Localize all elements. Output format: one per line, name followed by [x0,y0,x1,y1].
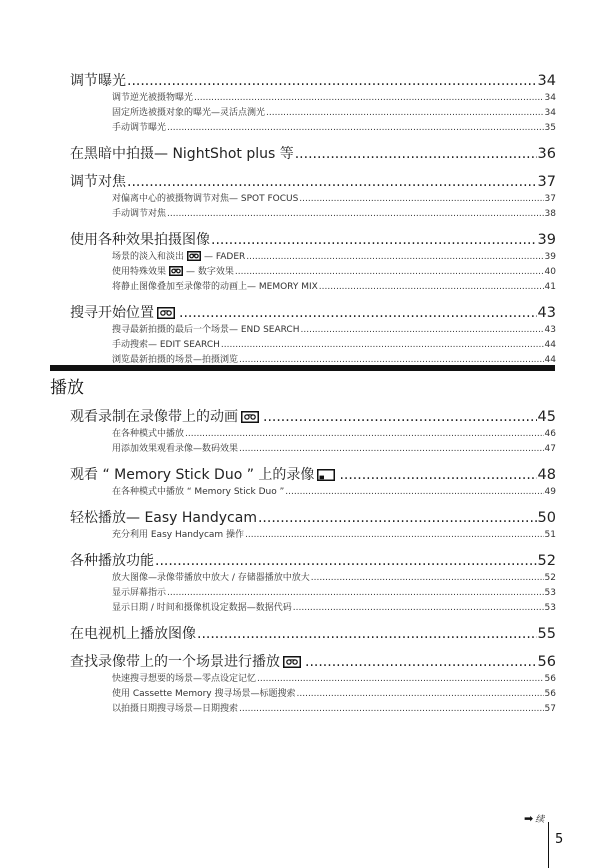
page-ref: 37 [544,194,556,204]
toc-entry [70,623,556,641]
page-ref: 55 [537,626,556,642]
page-ref: 43 [537,305,556,321]
entry-text: 各种播放功能 [70,553,154,569]
toc-subentry-title [112,686,296,699]
entry-text: 快速搜寻想要的场景—零点设定记忆 [112,674,257,684]
entry-text: 查找录像带上的一个场景进行播放 [70,654,280,670]
toc-subentry-title [112,671,256,684]
arrow-right-icon: ➡ [524,812,534,825]
entry-text: 搜寻最新拍摄的最后一个场景— END SEARCH [112,325,300,335]
page-ref: 49 [544,487,556,497]
toc-subentry-title [112,585,166,598]
dot-leader [258,510,537,526]
toc-subentry-title [112,191,298,204]
toc-subentry [112,484,556,497]
toc-subentry-title [112,701,238,714]
entry-text: 以拍摄日期搜寻场景—日期搜索 [112,704,239,714]
dot-leader [246,252,543,262]
tape-icon [169,266,183,276]
dot-leader [285,487,543,497]
toc-entry-title [70,507,257,527]
page-ref: 45 [537,409,556,425]
toc-subentry [112,585,556,598]
entry-text: 观看录制在录像带上的动画 [70,409,238,425]
toc-entry [70,507,556,525]
toc-subentry-title [112,249,245,262]
toc-subentry-title [112,426,184,439]
dot-leader [297,689,544,699]
entry-text-suffix: — 数字效果 [186,267,234,277]
toc-subentry [112,279,556,292]
toc-subentry [112,701,556,714]
page-ref: 48 [537,467,556,483]
toc-subentry [112,120,556,133]
dot-leader [239,704,544,714]
dot-leader [299,194,543,204]
entry-text: 手动搜索— EDIT SEARCH [112,340,220,350]
dot-leader [319,282,544,292]
dot-leader [155,553,537,569]
toc-entry-title [70,302,178,322]
page-ref: 56 [544,689,556,699]
toc-subentry-title [112,352,238,365]
page-ref: 34 [544,93,556,103]
section-title-playback: 播放 [50,378,84,398]
toc-entry [70,143,556,161]
page-ref: 52 [544,573,556,583]
dot-leader [311,573,544,583]
memory-stick-icon [317,469,335,481]
entry-text: 调节对焦 [70,174,126,190]
page-ref: 44 [544,355,556,365]
entry-text: 手动调节对焦 [112,209,167,219]
toc-subentry [112,90,556,103]
page-ref: 39 [537,232,556,248]
toc-subentry [112,671,556,684]
toc-subentry-title [112,570,310,583]
dot-leader [221,340,544,350]
entry-text: 轻松播放— Easy Handycam [70,510,257,526]
toc-subentry-title [112,441,238,454]
page-ref: 53 [544,588,556,598]
toc-entry-title [70,550,154,570]
page-ref: 44 [544,340,556,350]
entry-text: 浏览最新拍摄的场景—拍摄浏览 [112,355,239,365]
page-ref: 43 [544,325,556,335]
page-ref: 41 [544,282,556,292]
entry-text: 手动调节曝光 [112,123,167,133]
entry-text: 在黑暗中拍摄— NightShot plus 等 [70,146,294,162]
dot-leader [167,588,544,598]
toc-entry [70,406,556,424]
entry-text: 将静止图像叠加至录像带的动画上— MEMORY MIX [112,282,318,292]
toc-entry-title [70,143,294,163]
toc-entry [70,70,556,88]
dot-leader [197,626,537,642]
toc-subentry-title [112,120,166,133]
entry-text: 使用特殊效果 [112,267,167,277]
toc-subentry [112,337,556,350]
tape-icon [157,307,175,319]
dot-leader [127,73,537,89]
entry-text: 放大图像—录像带播放中放大 / 存储器播放中放大 [112,573,310,583]
toc-subentry-title [112,206,166,219]
dot-leader [305,654,537,670]
tape-icon [187,251,201,261]
toc-subentry [112,441,556,454]
toc-subentry [112,570,556,583]
dot-leader [239,444,544,454]
page-ref: 47 [544,444,556,454]
entry-text: 观看 “ Memory Stick Duo ” 上的录像 [70,467,315,483]
toc-subentry [112,322,556,335]
dot-leader [295,146,537,162]
page-ref: 50 [537,510,556,526]
page-ref: 52 [537,553,556,569]
toc-subentry [112,352,556,365]
page-ref: 57 [544,704,556,714]
toc-entry-title [70,623,196,643]
toc-entry [70,302,556,320]
dot-leader [179,305,537,321]
toc-entry [70,550,556,568]
page-number: 5 [555,832,564,847]
entry-text: 对偏离中心的被摄物调节对焦— SPOT FOCUS [112,194,299,204]
entry-text: 搜寻开始位置 [70,305,154,321]
page-number-rule [548,822,549,868]
dot-leader [301,325,544,335]
entry-text: 在各种模式中播放 [112,429,185,439]
page-ref: 51 [544,530,556,540]
toc-entry [70,464,556,482]
toc-entry-title [70,171,126,191]
page-ref: 56 [544,674,556,684]
toc-entry [70,229,556,247]
toc-subentry-title [112,264,234,277]
entry-text: 使用 Cassette Memory 搜寻场景—标题搜索 [112,689,296,699]
continued-label: 续 [535,815,545,825]
dot-leader [339,467,536,483]
toc-subentry [112,105,556,118]
toc-subentry [112,191,556,204]
entry-text: 充分利用 Easy Handycam 操作 [112,530,245,540]
toc-entry [70,651,556,669]
toc-subentry [112,527,556,540]
toc-subentry [112,206,556,219]
page-ref: 56 [537,654,556,670]
toc-entry-title [70,464,338,484]
page-ref: 34 [544,108,556,118]
tape-icon [283,656,301,668]
entry-text: 调节曝光 [70,73,126,89]
dot-leader [266,108,544,118]
entry-text: 调节逆光被摄物曝光 [112,93,194,103]
toc-subentry-title [112,322,300,335]
page-ref: 37 [537,174,556,190]
dot-leader [127,174,537,190]
entry-text: 显示日期 / 时间和摄像机设定数据—数据代码 [112,603,292,613]
section-divider-bar [50,365,555,371]
entry-text-suffix: — FADER [204,252,246,262]
entry-text: 在电视机上播放图像 [70,626,196,642]
toc-subentry [112,264,556,277]
toc-subentry-title [112,337,220,350]
page-ref: 39 [544,252,556,262]
toc-subentry-title [112,484,284,497]
toc-subentry [112,686,556,699]
toc-entry [70,171,556,189]
toc-entry-title [70,229,210,249]
dot-leader [293,603,544,613]
entry-text: 显示屏幕指示 [112,588,167,598]
toc-subentry [112,426,556,439]
dot-leader [167,123,544,133]
toc-subentry-title [112,90,193,103]
dot-leader [235,267,544,277]
dot-leader [257,674,544,684]
toc-subentry [112,600,556,613]
dot-leader [245,530,543,540]
entry-text: 固定所选被摄对象的曝光—灵活点测光 [112,108,266,118]
entry-text: 场景的淡入和淡出 [112,252,185,262]
dot-leader [167,209,544,219]
dot-leader [185,429,544,439]
page-ref: 46 [544,429,556,439]
toc-entry-title [70,651,304,671]
page-ref: 34 [537,73,556,89]
entry-text: 用添加效果观看录像—数码效果 [112,444,239,454]
page-ref: 40 [544,267,556,277]
page-ref: 36 [537,146,556,162]
dot-leader [263,409,537,425]
toc-subentry-title [112,527,244,540]
toc-subentry-title [112,279,318,292]
dot-leader [239,355,544,365]
dot-leader [211,232,537,248]
tape-icon [241,411,259,423]
page-ref: 38 [544,209,556,219]
continued-indicator [524,812,544,825]
entry-text: 在各种模式中播放 “ Memory Stick Duo ” [112,487,285,497]
toc-entry-title [70,406,262,426]
toc-subentry-title [112,105,265,118]
dot-leader [194,93,544,103]
toc-subentry [112,249,556,262]
toc-entry-title [70,70,126,90]
entry-text: 使用各种效果拍摄图像 [70,232,210,248]
toc-subentry-title [112,600,292,613]
page-ref: 53 [544,603,556,613]
page-ref: 35 [544,123,556,133]
